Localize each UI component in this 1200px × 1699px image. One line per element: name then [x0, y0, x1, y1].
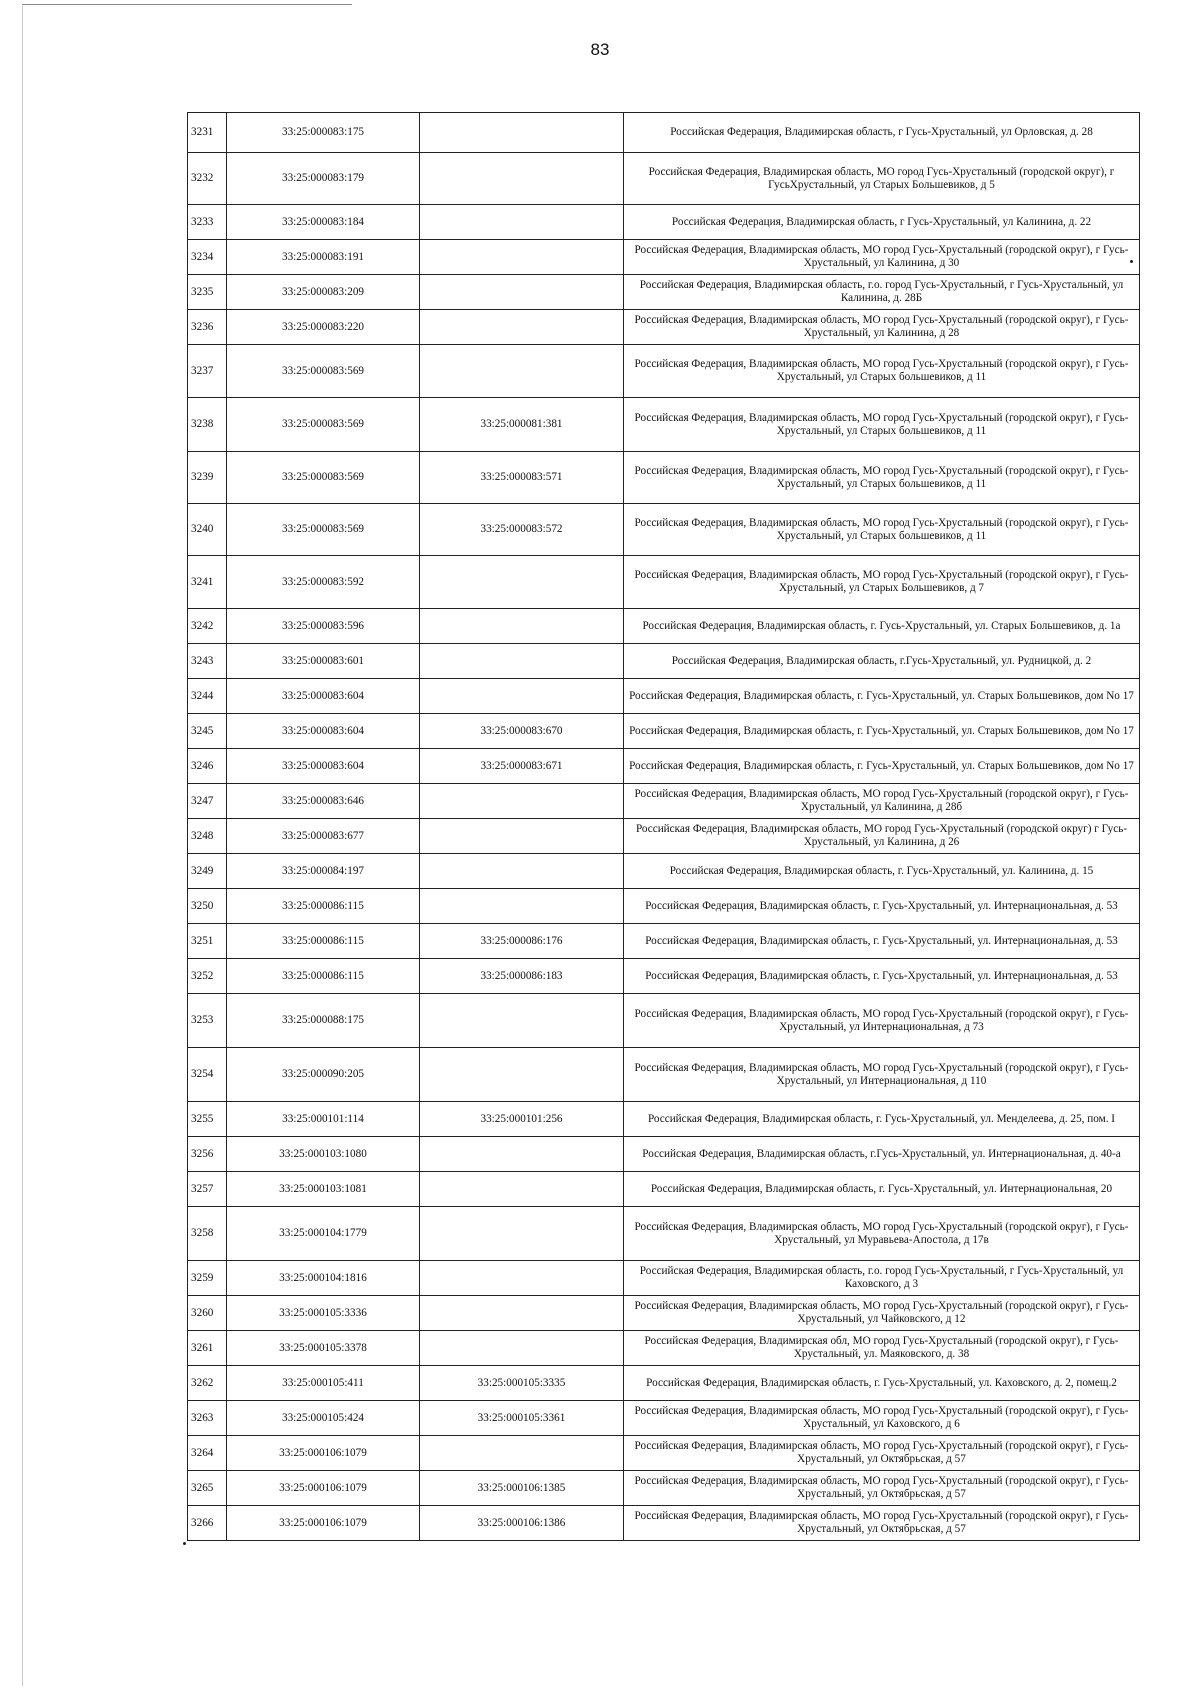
- row-number: 3242: [188, 609, 227, 644]
- row-number: 3238: [188, 398, 227, 452]
- address: Российская Федерация, Владимирская область, МО город Гусь-Хрустальный (городской округ), г Гусь-Хрустальный, ул Калинина, д 30: [624, 240, 1140, 275]
- table-row: [188, 609, 1140, 644]
- row-number: 3254: [188, 1048, 227, 1102]
- address: Российская Федерация, Владимирская область, г.о. город Гусь-Хрустальный, г Гусь-Хрустальный, ул Калинина, д. 28Б: [624, 275, 1140, 310]
- table-row: [188, 784, 1140, 819]
- address: Российская Федерация, Владимирская область, МО город Гусь-Хрустальный (городской округ), г Гусь-Хрустальный, ул Октябрьская, д 57: [624, 1471, 1140, 1506]
- row-number: 3246: [188, 749, 227, 784]
- related-cadastral-number: [420, 784, 624, 819]
- table-row: [188, 994, 1140, 1048]
- row-number: 3252: [188, 959, 227, 994]
- row-number: 3263: [188, 1401, 227, 1436]
- row-number: 3256: [188, 1137, 227, 1172]
- row-number: 3235: [188, 275, 227, 310]
- address: Российская Федерация, Владимирская область, МО город Гусь-Хрустальный (городской округ), г Гусь-Хрустальный, ул Старых большевиков, д 11: [624, 398, 1140, 452]
- address: Российская Федерация, Владимирская область, г. Гусь-Хрустальный, ул. Старых Большевиков, дом No 17: [624, 714, 1140, 749]
- row-number: 3260: [188, 1296, 227, 1331]
- table-row: [188, 113, 1140, 153]
- table-row: [188, 1331, 1140, 1366]
- cadastral-number: 33:25:000083:604: [227, 749, 420, 784]
- row-number: 3233: [188, 205, 227, 240]
- related-cadastral-number: [420, 1436, 624, 1471]
- row-number: 3261: [188, 1331, 227, 1366]
- cadastral-number: 33:25:000083:209: [227, 275, 420, 310]
- address: Российская Федерация, Владимирская область, МО город Гусь-Хрустальный (городской округ), г Гусь-Хрустальный, ул Старых большевиков, д 11: [624, 452, 1140, 504]
- table-row: [188, 714, 1140, 749]
- table-row: [188, 1048, 1140, 1102]
- cadastral-number: 33:25:000086:115: [227, 959, 420, 994]
- table-row: [188, 1137, 1140, 1172]
- address: Российская Федерация, Владимирская область, МО город Гусь-Хрустальный (городской округ), г Гусь-Хрустальный, ул Старых большевиков, д 11: [624, 504, 1140, 556]
- scan-edge-left: [22, 6, 23, 1686]
- table-row: [188, 153, 1140, 205]
- address: Российская Федерация, Владимирская область, г. Гусь-Хрустальный, ул. Каховского, д. 2, помещ.2: [624, 1366, 1140, 1401]
- cadastral-number: 33:25:000083:569: [227, 504, 420, 556]
- table-row: [188, 1296, 1140, 1331]
- cadastral-number: 33:25:000084:197: [227, 854, 420, 889]
- table-row: [188, 819, 1140, 854]
- cadastral-number: 33:25:000086:115: [227, 924, 420, 959]
- related-cadastral-number: 33:25:000086:176: [420, 924, 624, 959]
- table-row: [188, 1207, 1140, 1261]
- cadastral-number: 33:25:000105:411: [227, 1366, 420, 1401]
- cadastral-number: 33:25:000083:569: [227, 398, 420, 452]
- address: Российская Федерация, Владимирская область, МО город Гусь-Хрустальный (городской округ), г Гусь- Хрустальный, ул Калинина, д 28: [624, 310, 1140, 345]
- related-cadastral-number: [420, 113, 624, 153]
- cadastral-number: 33:25:000106:1079: [227, 1436, 420, 1471]
- row-number: 3236: [188, 310, 227, 345]
- table-row: [188, 345, 1140, 398]
- address: Российская Федерация, Владимирская область, МО город Гусь-Хрустальный (городской округ), г Гусь-Хрустальный, ул Интернациональная, д 73: [624, 994, 1140, 1048]
- related-cadastral-number: [420, 819, 624, 854]
- stray-mark: [183, 1542, 186, 1545]
- address: Российская Федерация, Владимирская область, г. Гусь-Хрустальный, ул. Старых Большевиков, дом No 17: [624, 679, 1140, 714]
- related-cadastral-number: [420, 556, 624, 609]
- table-row: [188, 1436, 1140, 1471]
- cadastral-number: 33:25:000083:220: [227, 310, 420, 345]
- cadastral-number: 33:25:000083:569: [227, 452, 420, 504]
- row-number: 3234: [188, 240, 227, 275]
- related-cadastral-number: 33:25:000105:3361: [420, 1401, 624, 1436]
- row-number: 3258: [188, 1207, 227, 1261]
- table-row: [188, 1401, 1140, 1436]
- row-number: 3251: [188, 924, 227, 959]
- address: Российская Федерация, Владимирская область, г. Гусь-Хрустальный, ул. Менделеева, д. 25, пом. I: [624, 1102, 1140, 1137]
- table-row: [188, 1366, 1140, 1401]
- table-row: [188, 310, 1140, 345]
- table-row: [188, 959, 1140, 994]
- cadastral-number: 33:25:000103:1081: [227, 1172, 420, 1207]
- related-cadastral-number: 33:25:000081:381: [420, 398, 624, 452]
- table-row: [188, 1471, 1140, 1506]
- cadastral-number: 33:25:000083:184: [227, 205, 420, 240]
- table-row: [188, 924, 1140, 959]
- cadastral-number: 33:25:000088:175: [227, 994, 420, 1048]
- registry-table-body: [188, 113, 1140, 1541]
- related-cadastral-number: 33:25:000083:671: [420, 749, 624, 784]
- cadastral-number: 33:25:000105:3336: [227, 1296, 420, 1331]
- address: Российская Федерация, Владимирская область, МО город Гусь-Хрустальный (городской округ), г Гусь-Хрустальный, ул Чайковского, д 12: [624, 1296, 1140, 1331]
- cadastral-number: 33:25:000083:191: [227, 240, 420, 275]
- cadastral-number: 33:25:000103:1080: [227, 1137, 420, 1172]
- related-cadastral-number: [420, 994, 624, 1048]
- related-cadastral-number: [420, 1261, 624, 1296]
- row-number: 3237: [188, 345, 227, 398]
- related-cadastral-number: [420, 1207, 624, 1261]
- table-row: [188, 240, 1140, 275]
- address: Российская Федерация, Владимирская область, г. Гусь-Хрустальный, ул. Старых Большевиков, дом No 17: [624, 749, 1140, 784]
- table-row: [188, 205, 1140, 240]
- address: Российская Федерация, Владимирская область, МО город Гусь-Хрустальный (городской округ), г ГусьХрустальный, ул Старых Большевиков, д 5: [624, 153, 1140, 205]
- cadastral-number: 33:25:000083:569: [227, 345, 420, 398]
- related-cadastral-number: [420, 310, 624, 345]
- cadastral-number: 33:25:000086:115: [227, 889, 420, 924]
- row-number: 3259: [188, 1261, 227, 1296]
- cadastral-number: 33:25:000106:1079: [227, 1506, 420, 1541]
- table-row: [188, 644, 1140, 679]
- table-row: [188, 749, 1140, 784]
- address: Российская Федерация, Владимирская область, г.Гусь-Хрустальный, ул. Интернациональная, д. 40-а: [624, 1137, 1140, 1172]
- address: Российская Федерация, Владимирская область, г Гусь-Хрустальный, ул Орловская, д. 28: [624, 113, 1140, 153]
- address: Российская Федерация, Владимирская область, МО город Гусь-Хрустальный (городской округ), г Гусь-Хрустальный, ул Старых Большевиков, д 7: [624, 556, 1140, 609]
- row-number: 3241: [188, 556, 227, 609]
- related-cadastral-number: 33:25:000086:183: [420, 959, 624, 994]
- cadastral-number: 33:25:000101:114: [227, 1102, 420, 1137]
- table-row: [188, 556, 1140, 609]
- address: Российская Федерация, Владимирская обл, МО город Гусь-Хрустальный (городской округ), г Гусь-Хрустальный, ул. Маяковского, д. 38: [624, 1331, 1140, 1366]
- related-cadastral-number: 33:25:000083:572: [420, 504, 624, 556]
- address: Российская Федерация, Владимирская область, г. Гусь-Хрустальный, ул. Интернациональная, д. 53: [624, 889, 1140, 924]
- address: Российская Федерация, Владимирская область, г. Гусь-Хрустальный, ул. Калинина, д. 15: [624, 854, 1140, 889]
- address: Российская Федерация, Владимирская область, г. Гусь-Хрустальный, ул. Интернациональная, 20: [624, 1172, 1140, 1207]
- related-cadastral-number: [420, 1331, 624, 1366]
- row-number: 3239: [188, 452, 227, 504]
- table-row: [188, 275, 1140, 310]
- cadastral-number: 33:25:000083:646: [227, 784, 420, 819]
- address: Российская Федерация, Владимирская область, МО город Гусь-Хрустальный (городской округ), г Гусь-Хрустальный, ул Октябрьская, д 57: [624, 1436, 1140, 1471]
- cadastral-number: 33:25:000083:604: [227, 679, 420, 714]
- address: Российская Федерация, Владимирская область, г. Гусь-Хрустальный, ул. Старых Большевиков, д. 1а: [624, 609, 1140, 644]
- table-row: [188, 452, 1140, 504]
- table-row: [188, 504, 1140, 556]
- address: Российская Федерация, Владимирская область, г.Гусь-Хрустальный, ул. Рудницкой, д. 2: [624, 644, 1140, 679]
- address: Российская Федерация, Владимирская область, МО город Гусь-Хрустальный (городской округ), г Гусь-Хрустальный, ул Каховского, д 6: [624, 1401, 1140, 1436]
- row-number: 3244: [188, 679, 227, 714]
- row-number: 3243: [188, 644, 227, 679]
- cadastral-number: 33:25:000083:601: [227, 644, 420, 679]
- row-number: 3232: [188, 153, 227, 205]
- related-cadastral-number: [420, 205, 624, 240]
- row-number: 3231: [188, 113, 227, 153]
- related-cadastral-number: [420, 889, 624, 924]
- cadastral-number: 33:25:000083:175: [227, 113, 420, 153]
- page-number: 83: [590, 40, 610, 59]
- related-cadastral-number: [420, 1048, 624, 1102]
- row-number: 3240: [188, 504, 227, 556]
- related-cadastral-number: 33:25:000105:3335: [420, 1366, 624, 1401]
- row-number: 3265: [188, 1471, 227, 1506]
- related-cadastral-number: [420, 854, 624, 889]
- address: Российская Федерация, Владимирская область, г. Гусь-Хрустальный, ул. Интернациональная, д. 53: [624, 924, 1140, 959]
- cadastral-number: 33:25:000106:1079: [227, 1471, 420, 1506]
- related-cadastral-number: 33:25:000106:1386: [420, 1506, 624, 1541]
- related-cadastral-number: [420, 345, 624, 398]
- cadastral-number: 33:25:000104:1816: [227, 1261, 420, 1296]
- table-row: [188, 398, 1140, 452]
- address: Российская Федерация, Владимирская область, МО город Гусь-Хрустальный (городской округ), г Гусь-Хрустальный, ул Калинина, д 28б: [624, 784, 1140, 819]
- cadastral-number: 33:25:000083:596: [227, 609, 420, 644]
- table-row: [188, 854, 1140, 889]
- address: Российская Федерация, Владимирская область, г Гусь-Хрустальный, ул Калинина, д. 22: [624, 205, 1140, 240]
- address: Российская Федерация, Владимирская область, МО город Гусь-Хрустальный (городской округ), г Гусь-Хрустальный, ул Муравьева-Апостола, д 17в: [624, 1207, 1140, 1261]
- row-number: 3248: [188, 819, 227, 854]
- row-number: 3253: [188, 994, 227, 1048]
- row-number: 3262: [188, 1366, 227, 1401]
- related-cadastral-number: [420, 1296, 624, 1331]
- cadastral-number: 33:25:000083:677: [227, 819, 420, 854]
- cadastral-number: 33:25:000090:205: [227, 1048, 420, 1102]
- row-number: 3249: [188, 854, 227, 889]
- related-cadastral-number: [420, 609, 624, 644]
- row-number: 3266: [188, 1506, 227, 1541]
- cadastral-number: 33:25:000105:424: [227, 1401, 420, 1436]
- cadastral-number: 33:25:000104:1779: [227, 1207, 420, 1261]
- row-number: 3257: [188, 1172, 227, 1207]
- row-number: 3247: [188, 784, 227, 819]
- address: Российская Федерация, Владимирская область, г.о. город Гусь-Хрустальный, г Гусь-Хрустальный, ул Каховского, д 3: [624, 1261, 1140, 1296]
- related-cadastral-number: [420, 644, 624, 679]
- table-row: [188, 1102, 1140, 1137]
- cadastral-number: 33:25:000083:179: [227, 153, 420, 205]
- related-cadastral-number: 33:25:000101:256: [420, 1102, 624, 1137]
- related-cadastral-number: 33:25:000083:571: [420, 452, 624, 504]
- row-number: 3245: [188, 714, 227, 749]
- address: Российская Федерация, Владимирская область, г. Гусь-Хрустальный, ул. Интернациональная, д. 53: [624, 959, 1140, 994]
- related-cadastral-number: 33:25:000106:1385: [420, 1471, 624, 1506]
- table-row: [188, 1172, 1140, 1207]
- related-cadastral-number: [420, 240, 624, 275]
- stray-mark: [1130, 260, 1133, 263]
- related-cadastral-number: [420, 275, 624, 310]
- row-number: 3264: [188, 1436, 227, 1471]
- cadastral-number: 33:25:000105:3378: [227, 1331, 420, 1366]
- row-number: 3255: [188, 1102, 227, 1137]
- related-cadastral-number: [420, 153, 624, 205]
- address: Российская Федерация, Владимирская область, МО город Гусь-Хрустальный (городской округ) г Гусь-Хрустальный, ул Калинина, д 26: [624, 819, 1140, 854]
- address: Российская Федерация, Владимирская область, МО город Гусь-Хрустальный (городской округ), г Гусь-Хрустальный, ул Старых большевиков, д 11: [624, 345, 1140, 398]
- related-cadastral-number: 33:25:000083:670: [420, 714, 624, 749]
- table-row: [188, 1506, 1140, 1541]
- row-number: 3250: [188, 889, 227, 924]
- address: Российская Федерация, Владимирская область, МО город Гусь-Хрустальный (городской округ), г Гусь-Хрустальный, ул Интернациональная, д 110: [624, 1048, 1140, 1102]
- related-cadastral-number: [420, 1172, 624, 1207]
- address: Российская Федерация, Владимирская область, МО город Гусь-Хрустальный (городской округ), г Гусь-Хрустальный, ул Октябрьская, д 57: [624, 1506, 1140, 1541]
- table-row: [188, 679, 1140, 714]
- table-row: [188, 1261, 1140, 1296]
- scan-edge-top: [22, 4, 352, 5]
- cadastral-number: 33:25:000083:592: [227, 556, 420, 609]
- cadastral-number: 33:25:000083:604: [227, 714, 420, 749]
- registry-table: [187, 112, 1140, 1541]
- related-cadastral-number: [420, 1137, 624, 1172]
- related-cadastral-number: [420, 679, 624, 714]
- table-row: [188, 889, 1140, 924]
